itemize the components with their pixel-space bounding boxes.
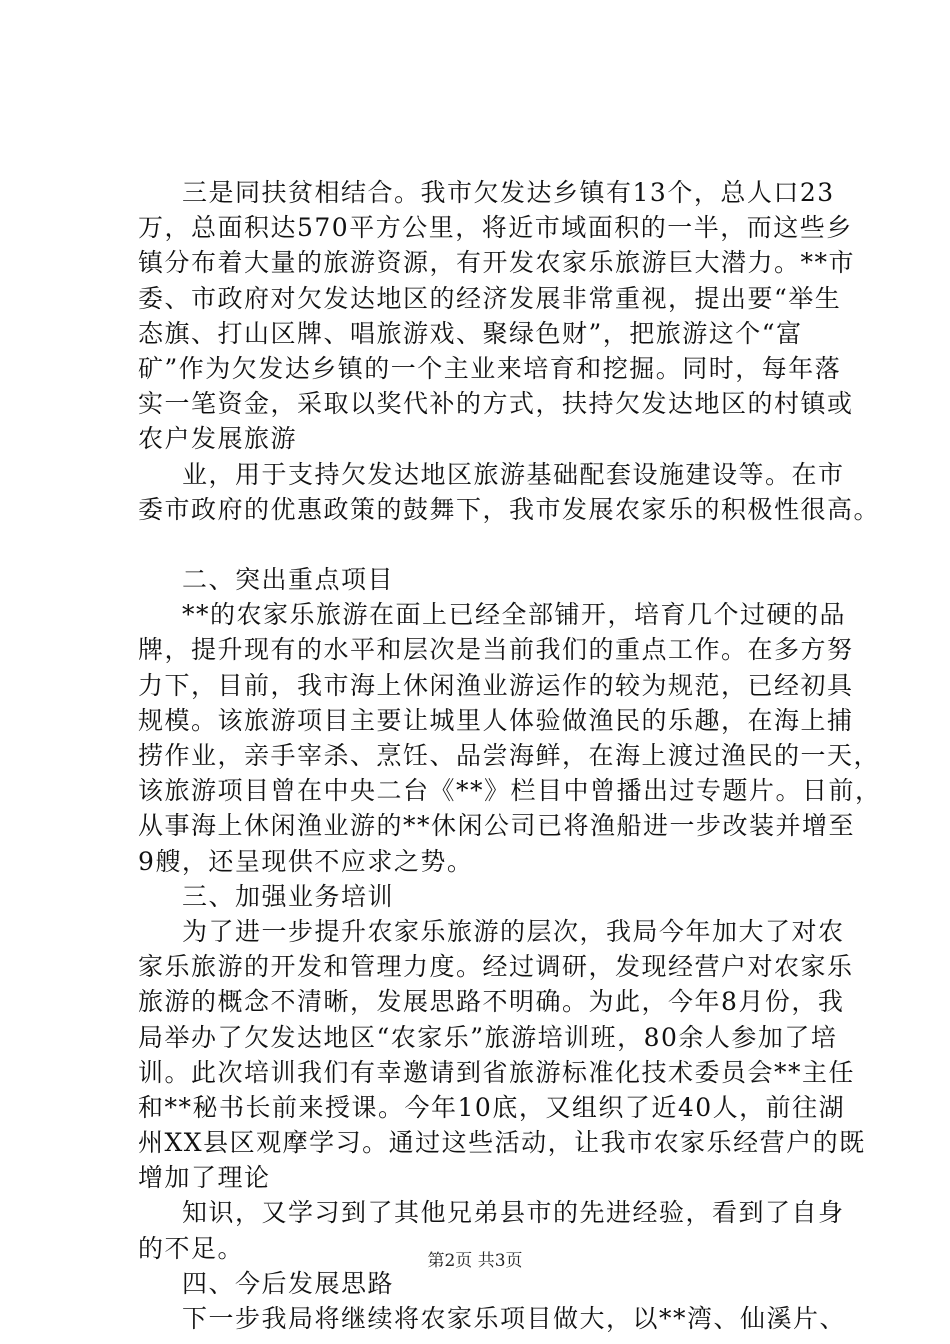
paragraph-line: 万，总面积达570平方公里，将近市域面积的一半，而这些乡 — [138, 213, 853, 243]
paragraph-line: 力下，目前，我市海上休闲渔业游运作的较为规范，已经初具 — [138, 670, 854, 700]
blank-line — [138, 527, 838, 562]
paragraph-line: 该旅游项目曾在中央二台《**》栏目中曾播出过专题片。日前， — [138, 776, 882, 806]
paragraph-line: 农户发展旅游 — [138, 424, 298, 454]
document-body — [138, 175, 882, 1336]
paragraph-line: 知识，又学习到了其他兄弟县市的先进经验，看到了自身 — [182, 1198, 845, 1228]
paragraph-line: 的不足。 — [138, 1233, 245, 1263]
paragraph-line: 训。此次培训我们有幸邀请到省旅游标准化技术委员会**主任 — [138, 1057, 856, 1087]
paragraph-line: 委市政府的优惠政策的鼓舞下，我市发展农家乐的积极性很高。 — [138, 494, 881, 524]
paragraph-line: 和**秘书长前来授课。今年10底，又组织了近40人，前往湖 — [138, 1092, 846, 1122]
paragraph-line: 委、市政府对欠发达地区的经济发展非常重视，提出要“举生 — [138, 283, 842, 313]
paragraph-line: 局举办了欠发达地区“农家乐”旅游培训班，80余人参加了培 — [138, 1022, 838, 1052]
section-heading: 三、加强业务培训 — [182, 881, 395, 911]
section-heading: 二、突出重点项目 — [182, 565, 395, 595]
paragraph-line: 规模。该旅游项目主要让城里人体验做渔民的乐趣，在海上捕 — [138, 705, 854, 735]
paragraph-line: **的农家乐旅游在面上已经全部铺开，培育几个过硬的品 — [182, 600, 847, 630]
paragraph-line: 态旗、打山区牌、唱旅游戏、聚绿色财”，把旅游这个“富 — [138, 318, 803, 348]
paragraph-line: 牌，提升现有的水平和层次是当前我们的重点工作。在多方努 — [138, 635, 854, 665]
paragraph-line: 9艘，还呈现供不应求之势。 — [138, 846, 474, 876]
paragraph-line: 为了进一步提升农家乐旅游的层次，我局今年加大了对农 — [182, 916, 845, 946]
paragraph-line: 镇分布着大量的旅游资源，有开发农家乐旅游巨大潜力。**市 — [138, 248, 856, 278]
paragraph-line: 从事海上休闲渔业游的**休闲公司已将渔船进一步改装并增至 — [138, 811, 856, 841]
paragraph-line: 家乐旅游的开发和管理力度。经过调研，发现经营户对农家乐 — [138, 952, 854, 982]
paragraph-line: 州XX县区观摩学习。通过这些活动，让我市农家乐经营户的既 — [138, 1128, 866, 1158]
paragraph-line: 业，用于支持欠发达地区旅游基础配套设施建设等。在市 — [182, 459, 845, 489]
paragraph-line: 增加了理论 — [138, 1163, 271, 1193]
paragraph-line: 矿”作为欠发达乡镇的一个主业来培育和挖掘。同时，每年落 — [138, 353, 842, 383]
section-heading: 四、今后发展思路 — [182, 1268, 395, 1298]
paragraph-line: 下一步我局将继续将农家乐项目做大，以**湾、仙溪片、 — [182, 1304, 847, 1333]
page-footer: 第2页 共3页 — [427, 1251, 523, 1271]
paragraph-line: 实一笔资金，采取以奖代补的方式，扶持欠发达地区的村镇或 — [138, 389, 854, 419]
paragraph-line: 捞作业，亲手宰杀、烹饪、品尝海鲜，在海上渡过渔民的一天， — [138, 741, 881, 770]
paragraph-line: 三是同扶贫相结合。我市欠发达乡镇有13个，总人口23 — [182, 178, 835, 207]
paragraph-line: 旅游的概念不清晰，发展思路不明确。为此，今年8月份，我 — [138, 987, 845, 1017]
